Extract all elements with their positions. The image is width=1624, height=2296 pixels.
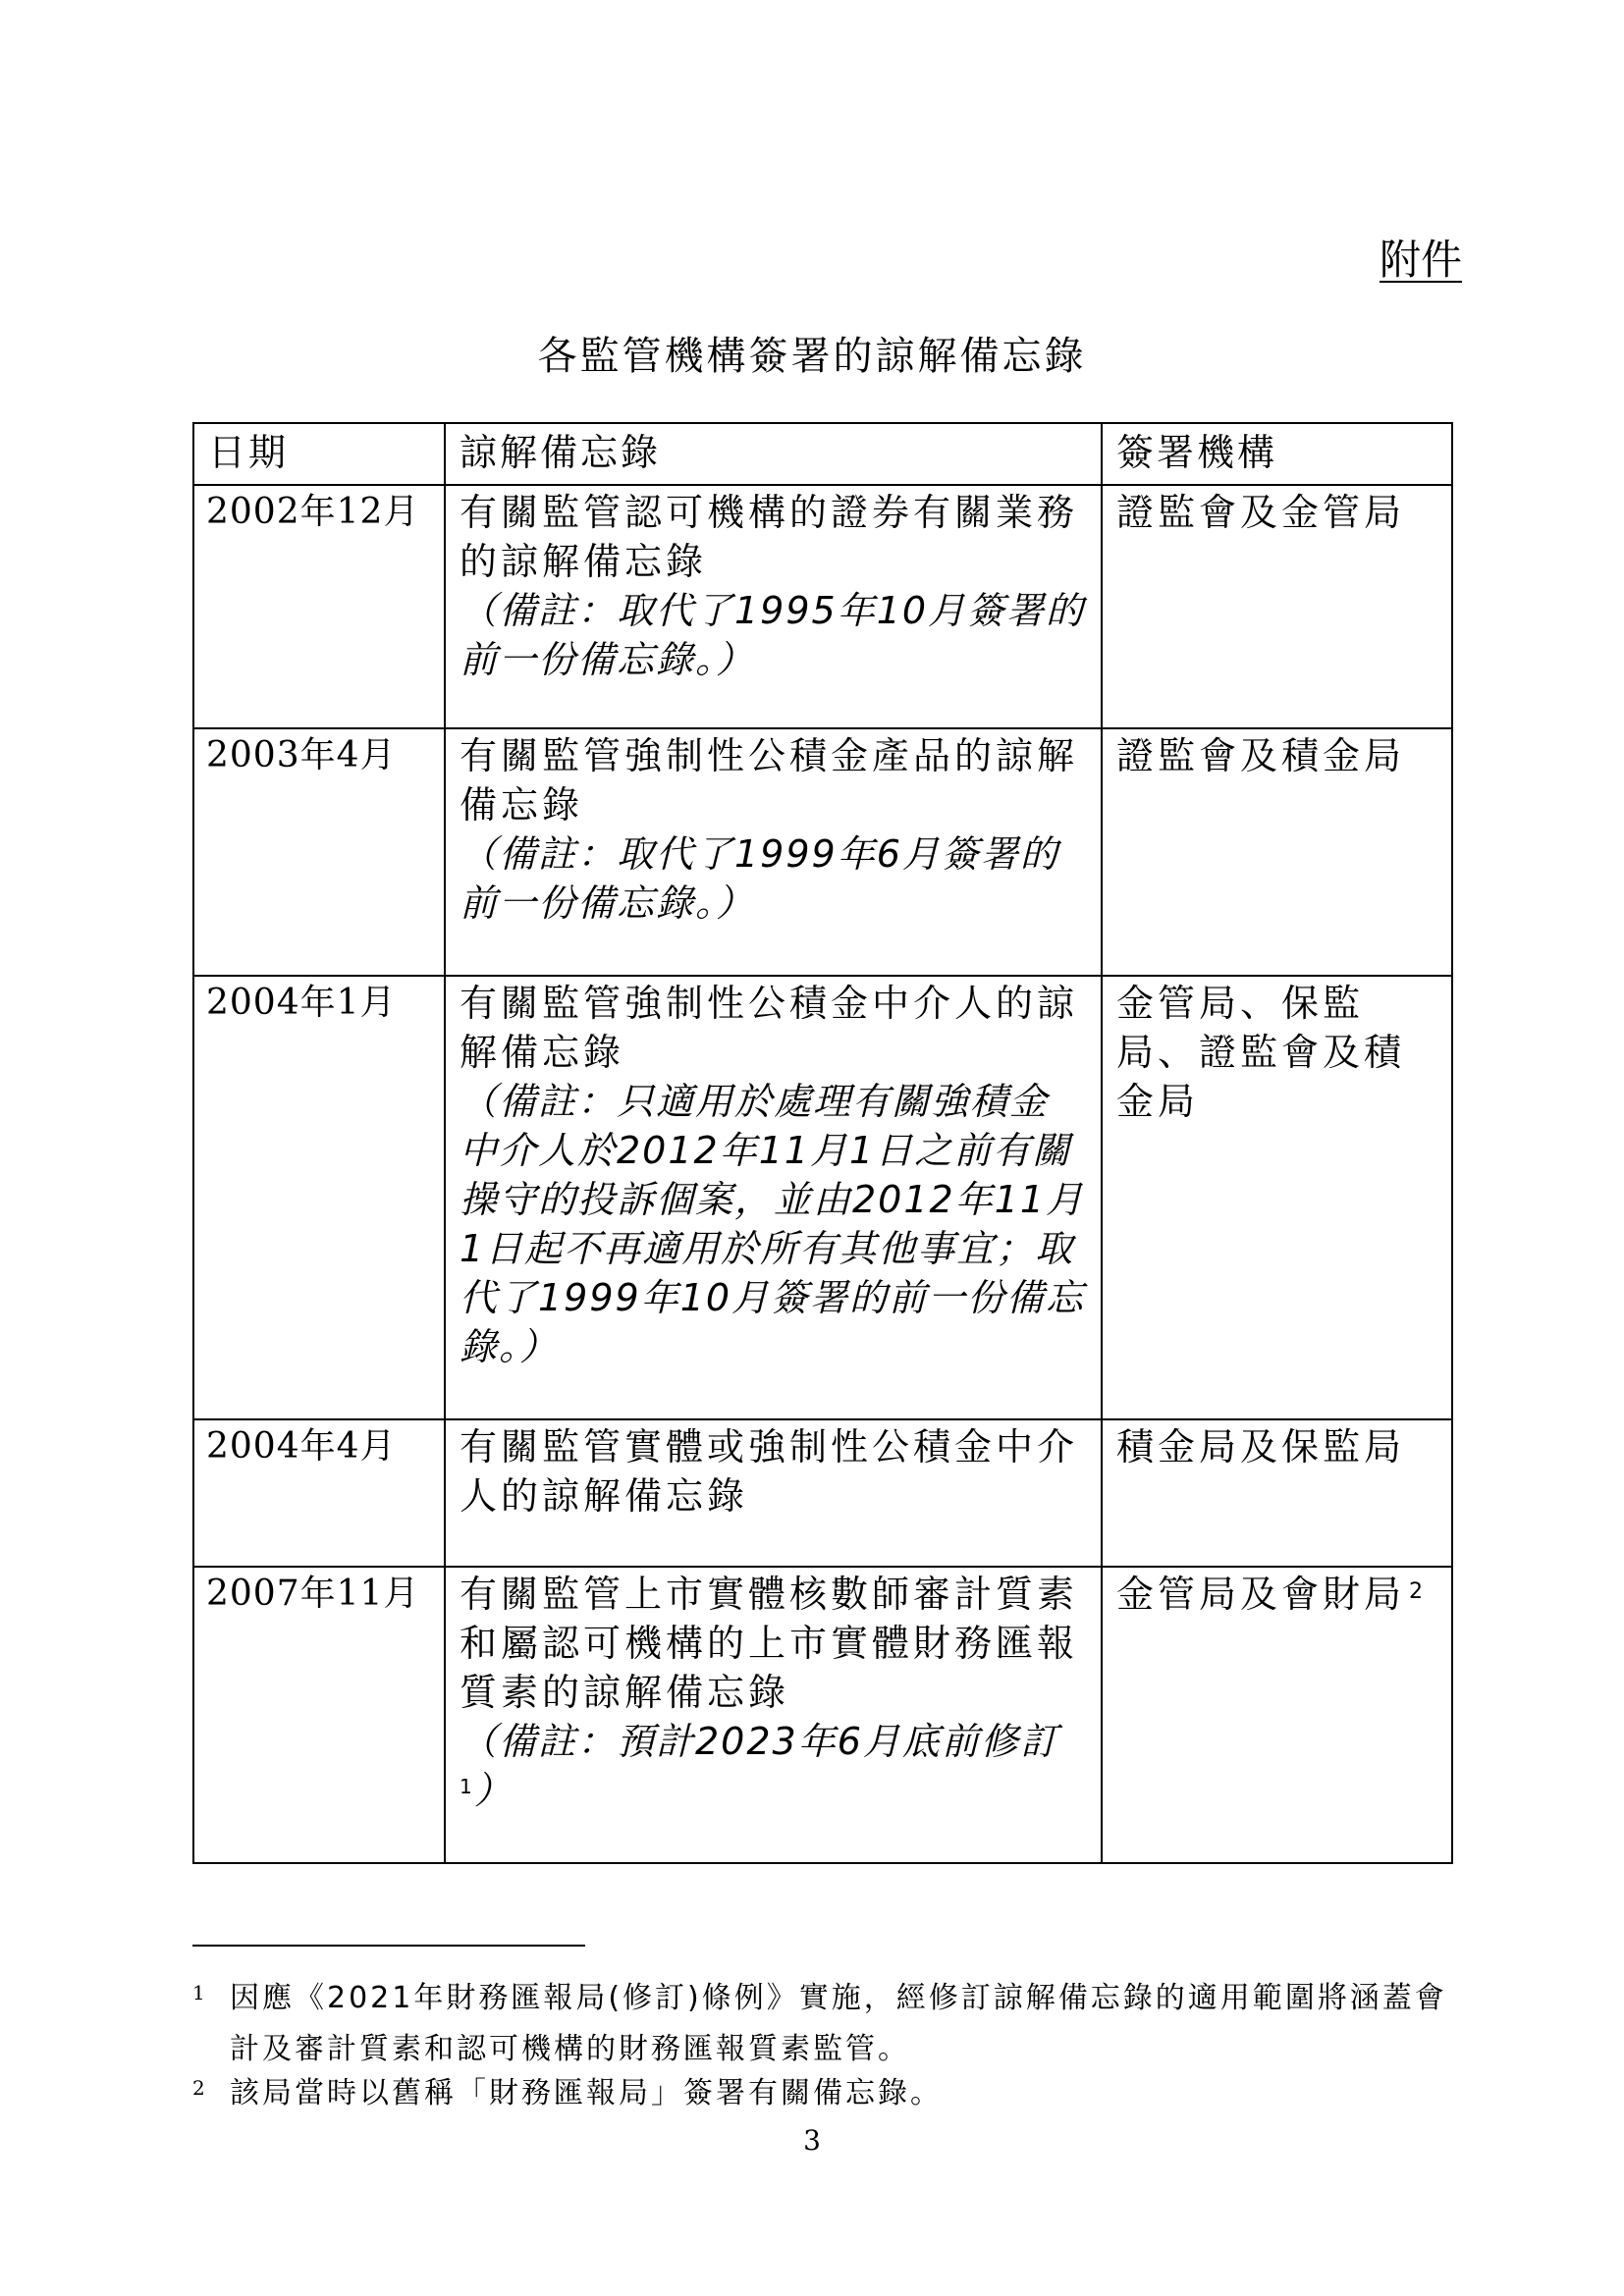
mou-cell xyxy=(445,976,1102,1419)
header-mou: 諒解備忘錄 xyxy=(445,423,1102,485)
table-row xyxy=(193,485,1452,728)
mou-title: 有關監管認可機構的證券有關業務的諒解備忘錄 xyxy=(460,491,1079,583)
table-row xyxy=(193,1567,1452,1863)
date-cell: 2004年1月 xyxy=(193,976,445,1419)
footnote-number: 2 xyxy=(192,2076,208,2100)
signatories-cell: 證監會及金管局 xyxy=(1102,485,1452,728)
document-title: 各監管機構簽署的諒解備忘錄 xyxy=(537,334,1087,379)
footnote-divider xyxy=(192,1945,585,1947)
mou-title: 有關監管強制性公積金產品的諒解備忘錄 xyxy=(460,734,1079,827)
signatories-cell xyxy=(1102,1567,1452,1863)
signatories-cell: 金管局、保監局、證監會及積金局 xyxy=(1102,976,1452,1419)
signatories-cell: 積金局及保監局 xyxy=(1102,1419,1452,1567)
mou-title: 有關監管強制性公積金中介人的諒解備忘錄 xyxy=(460,982,1079,1074)
footnote-2 xyxy=(192,2068,1459,2119)
date-cell: 2007年11月 xyxy=(193,1567,445,1863)
footnote-ref-2[interactable]: 2 xyxy=(1409,1579,1428,1604)
date-cell: 2004年4月 xyxy=(193,1419,445,1567)
header-signatories: 簽署機構 xyxy=(1102,423,1452,485)
table-body xyxy=(193,485,1452,1863)
footnote-number: 1 xyxy=(192,1981,208,2004)
signatories-text: 金管局及會財局 xyxy=(1116,1573,1406,1616)
mou-note-text: （備註：預計2023年6月底前修訂 xyxy=(460,1720,1059,1763)
mou-title: 有關監管上市實體核數師審計質素和屬認可機構的上市實體財務匯報質素的諒解備忘錄 xyxy=(460,1573,1079,1714)
footnote-text: 因應《2021年財務匯報局(修訂)條例》實施，經修訂諒解備忘錄的適用範圍將涵蓋會計及審計質素和認可機構的財務匯報質素監管。 xyxy=(230,1981,1447,2066)
mou-cell xyxy=(445,485,1102,728)
signatories-cell: 證監會及積金局 xyxy=(1102,728,1452,976)
header-row xyxy=(193,423,1452,485)
footnote-ref-1[interactable]: 1 xyxy=(460,1775,474,1798)
mou-note: （備註：取代了1999年6月簽署的前一份備忘錄。） xyxy=(460,832,1059,925)
mou-title: 有關監管實體或強制性公積金中介人的諒解備忘錄 xyxy=(460,1425,1079,1518)
table-row xyxy=(193,728,1452,976)
date-cell: 2002年12月 xyxy=(193,485,445,728)
footnote-1 xyxy=(192,1973,1459,2075)
date-cell: 2003年4月 xyxy=(193,728,445,976)
mou-cell xyxy=(445,728,1102,976)
header-date: 日期 xyxy=(193,423,445,485)
mou-note: （備註：取代了1995年10月簽署的前一份備忘錄。） xyxy=(460,589,1086,681)
mou-cell xyxy=(445,1419,1102,1567)
table-header xyxy=(193,423,1452,485)
mou-note: （備註：只適用於處理有關強積金中介人於2012年11月1日之前有關操守的投訴個案，並由2012年11月1日起不再適用於所有其他事宜；取代了1999年10月簽署的前一份備忘錄。） xyxy=(460,1080,1086,1368)
annex-label: 附件 xyxy=(1380,236,1463,284)
table-row xyxy=(193,1419,1452,1567)
mou-table xyxy=(192,422,1453,1864)
footnote-text: 該局當時以舊稱「財務匯報局」簽署有關備忘錄。 xyxy=(230,2076,943,2110)
mou-note-end: ） xyxy=(473,1769,514,1812)
page-number: 3 xyxy=(803,2124,821,2157)
mou-cell xyxy=(445,1567,1102,1863)
table-row xyxy=(193,976,1452,1419)
mou-note xyxy=(460,1717,1087,1815)
